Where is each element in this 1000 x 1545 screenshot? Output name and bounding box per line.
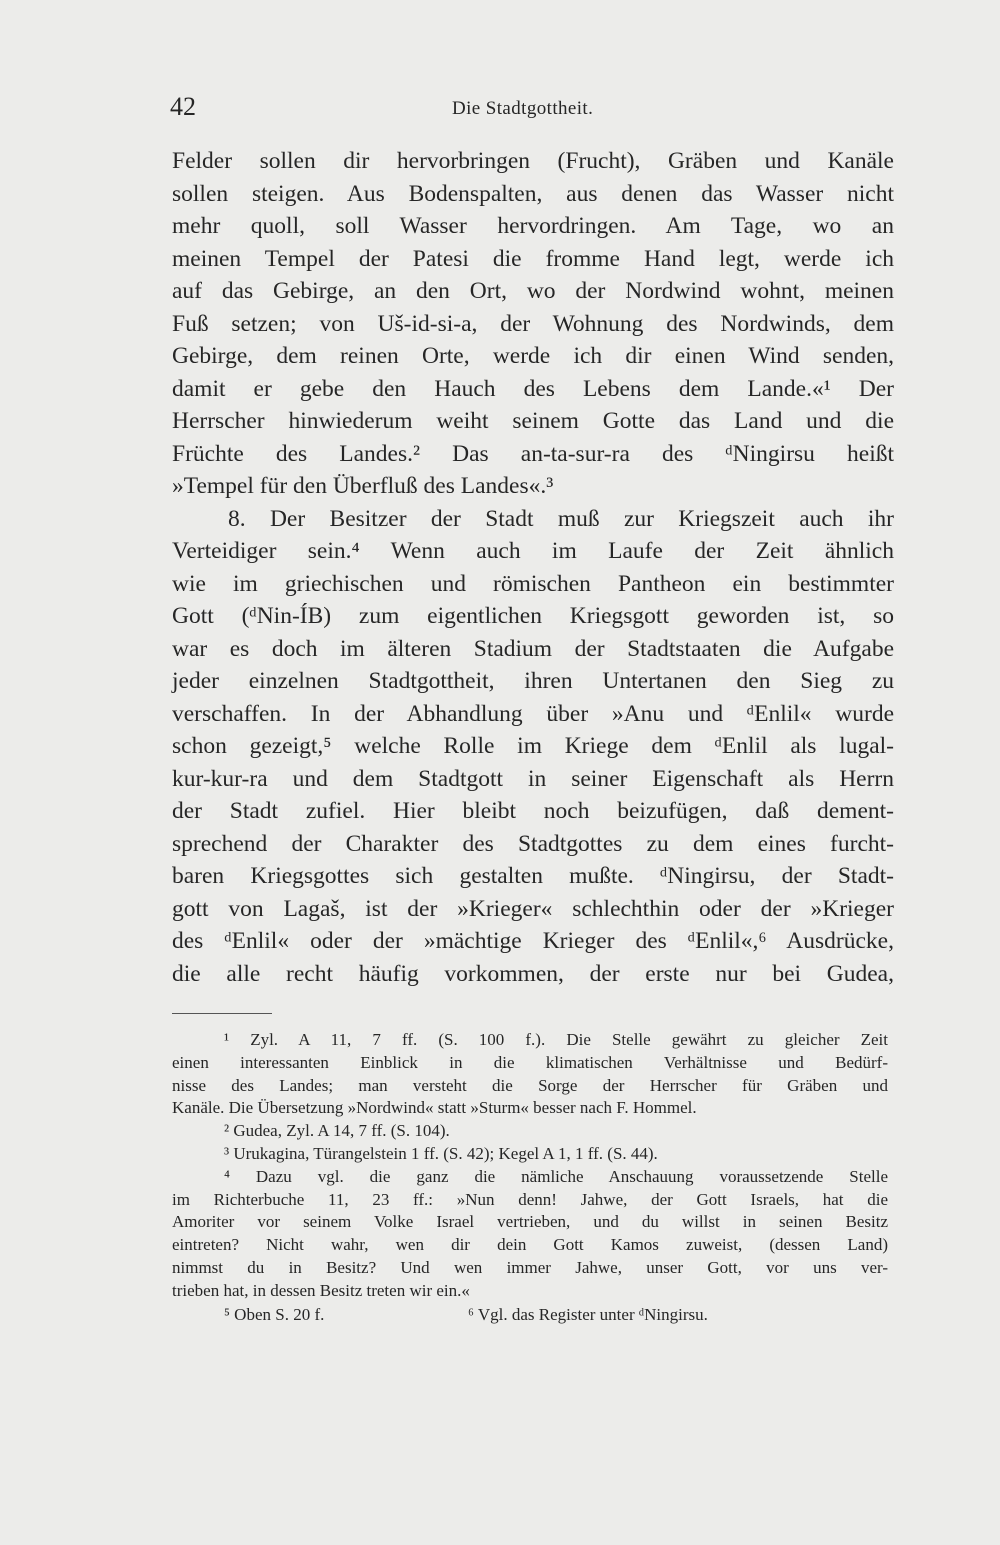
footnotes bbox=[172, 1029, 888, 1327]
body-line: Felder sollen dir hervorbringen (Frucht), Gräben und Kanäle bbox=[172, 148, 894, 174]
footnote-line: Amoriter vor seinem Volke Israel vertrieben, und du willst in seinen Besitz bbox=[172, 1212, 888, 1232]
footnote-3: ³ Urukagina, Türangelstein 1 ff. (S. 42); Kegel A 1, 1 ff. (S. 44). bbox=[224, 1143, 658, 1163]
footnote-divider bbox=[172, 1013, 272, 1014]
page-header bbox=[0, 92, 1000, 128]
body-line: damit er gebe den Hauch des Lebens dem Lande.«¹ Der bbox=[172, 375, 894, 402]
footnote-1: ¹ Zyl. A 11, 7 ff. (S. 100 f.). Die Stelle gewährt zu gleicher Zeit bbox=[224, 1030, 888, 1049]
body-line: sollen steigen. Aus Bodenspalten, aus denen das Wasser nicht bbox=[172, 180, 894, 207]
body-line: baren Kriegsgottes sich gestalten mußte. ᵈNingirsu, der Stadt- bbox=[172, 863, 894, 889]
footnote-line: nisse des Landes; man versteht die Sorge der Herrscher für Gräben und bbox=[172, 1075, 888, 1095]
footnote-line: einen interessanten Einblick in die klimatischen Verhältnisse und Bedürf- bbox=[172, 1052, 888, 1072]
body-line: »Tempel für den Überfluß des Landes«.³ bbox=[172, 473, 554, 499]
body-line: gott von Lagaš, ist der »Krieger« schlechthin oder der »Krieger bbox=[172, 895, 894, 922]
body-line: Gebirge, dem reinen Orte, werde ich dir einen Wind senden, bbox=[172, 343, 894, 369]
body-line: sprechend der Charakter des Stadtgottes zu dem eines furcht- bbox=[172, 830, 894, 857]
body-line: schon gezeigt,⁵ welche Rolle im Kriege dem ᵈEnlil als lugal- bbox=[172, 733, 894, 759]
running-title: Die Stadtgottheit. bbox=[452, 98, 594, 119]
body-line: Fuß setzen; von Uš-id-si-a, der Wohnung des Nordwinds, dem bbox=[172, 310, 894, 337]
footnote-line: nimmst du in Besitz? Und wen immer Jahwe, unser Gott, vor uns ver- bbox=[172, 1257, 888, 1277]
footnote-line: trieben hat, in dessen Besitz treten wir ein.« bbox=[172, 1280, 470, 1300]
body-line: Gott (ᵈNin-ÍB) zum eigentlichen Kriegsgott geworden ist, so bbox=[172, 603, 894, 629]
footnote-2: ² Gudea, Zyl. A 14, 7 ff. (S. 104). bbox=[224, 1121, 450, 1141]
body-line: war es doch im älteren Stadium der Stadtstaaten die Aufgabe bbox=[172, 635, 894, 662]
footnote-5: ⁵ Oben S. 20 f. bbox=[224, 1304, 325, 1324]
footnote-6: ⁶ Vgl. das Register unter ᵈNingirsu. bbox=[468, 1304, 708, 1324]
body-line: die alle recht häufig vorkommen, der erste nur bei Gudea, bbox=[172, 960, 894, 987]
body-line: jeder einzelnen Stadtgottheit, ihren Untertanen den Sieg zu bbox=[172, 668, 894, 694]
body-line: mehr quoll, soll Wasser hervordringen. Am Tage, wo an bbox=[172, 213, 894, 239]
footnote-line: eintreten? Nicht wahr, wen dir dein Gott Kamos zuweist, (dessen Land) bbox=[172, 1235, 888, 1255]
body-line: verschaffen. In der Abhandlung über »Anu und ᵈEnlil« wurde bbox=[172, 700, 894, 727]
body-line: der Stadt zufiel. Hier bleibt noch beizufügen, daß dement- bbox=[172, 798, 894, 824]
body-line: Früchte des Landes.² Das an-ta-sur-ra des ᵈNingirsu heißt bbox=[172, 440, 894, 467]
body-line: auf das Gebirge, an den Ort, wo der Nordwind wohnt, meinen bbox=[172, 278, 894, 304]
footnote-line: im Richterbuche 11, 23 ff.: »Nun denn! Jahwe, der Gott Israels, hat die bbox=[172, 1189, 888, 1209]
footnote-4: ⁴ Dazu vgl. die ganz die nämliche Anschauung voraussetzende Stelle bbox=[224, 1166, 888, 1186]
section-8-start: 8. Der Besitzer der Stadt muß zur Kriegszeit auch ihr bbox=[228, 505, 894, 532]
footnotes-5-6 bbox=[172, 1303, 888, 1327]
footnote-line: Kanäle. Die Übersetzung »Nordwind« statt »Sturm« besser nach F. Hommel. bbox=[172, 1098, 697, 1118]
body-line: meinen Tempel der Patesi die fromme Hand legt, werde ich bbox=[172, 245, 894, 272]
body-line: des ᵈEnlil« oder der »mächtige Krieger des ᵈEnlil«,⁶ Ausdrücke, bbox=[172, 928, 894, 954]
page-number: 42 bbox=[170, 92, 196, 121]
body-line: wie im griechischen und römischen Pantheon ein bestimmter bbox=[172, 570, 894, 597]
body-line: kur-kur-ra und dem Stadtgott in seiner Eigenschaft als Herrn bbox=[172, 765, 894, 792]
body-text bbox=[172, 145, 894, 990]
body-line: Herrscher hinwiederum weiht seinem Gotte das Land und die bbox=[172, 408, 894, 434]
body-line: Verteidiger sein.⁴ Wenn auch im Laufe der Zeit ähnlich bbox=[172, 538, 894, 564]
